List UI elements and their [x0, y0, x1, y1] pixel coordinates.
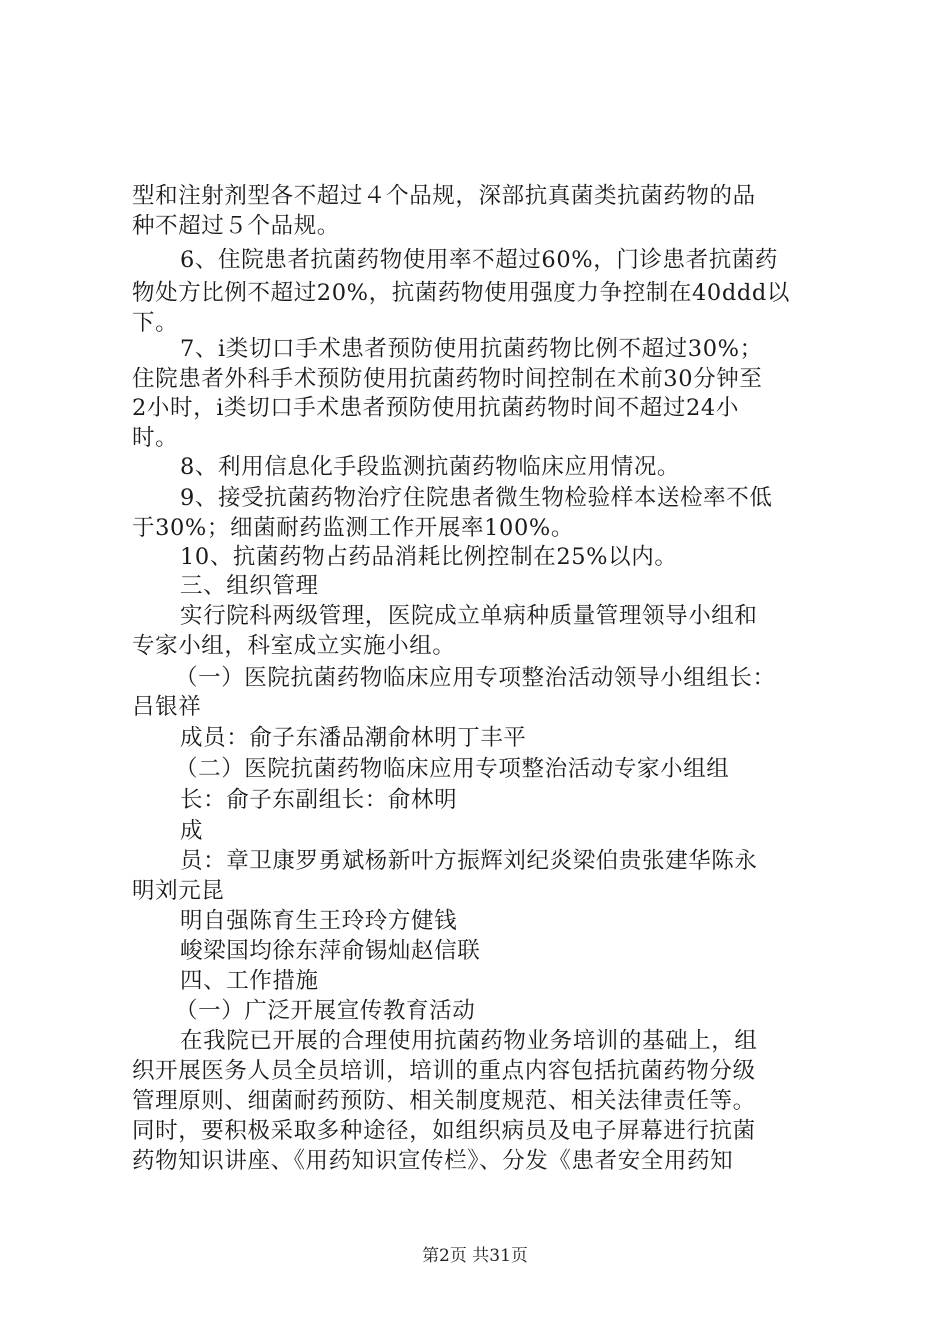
text-line: 在我院已开展的合理使用抗菌药物业务培训的基础上，组: [180, 1028, 758, 1054]
section-heading: 三、组织管理: [180, 573, 319, 599]
text-line: 种不超过５个品规。: [132, 213, 340, 239]
text-line: 实行院科两级管理，医院成立单病种质量管理领导小组和: [180, 603, 758, 629]
text-line: 成: [180, 818, 204, 844]
text-line: 药物知识讲座、《用药知识宣传栏》、分发《患者安全用药知: [132, 1148, 734, 1174]
text-line: 物处方比例不超过20%，抗菌药物使用强度力争控制在40ddd以: [132, 280, 790, 306]
text-line: 7、i类切口手术患者预防使用抗菌药物比例不超过30%；: [180, 336, 763, 362]
text-line: 明刘元昆: [132, 878, 225, 904]
text-line: 时。: [132, 425, 179, 451]
text-line: 管理原则、细菌耐药预防、相关制度规范、相关法律责任等。: [132, 1088, 756, 1114]
subsection-heading: （一）广泛开展宣传教育活动: [175, 998, 476, 1024]
text-line: 6、住院患者抗菌药物使用率不超过60%，门诊患者抗菌药: [180, 247, 779, 273]
text-line: 下。: [132, 310, 179, 336]
text-line: 吕银祥: [132, 694, 202, 720]
page-number-footer: 第2页 共31页: [422, 1246, 528, 1266]
text-line: 2小时，i类切口手术患者预防使用抗菌药物时间不超过24小: [132, 395, 739, 421]
text-line: 住院患者外科手术预防使用抗菌药物时间控制在术前30分钟至: [132, 366, 763, 392]
text-line: 织开展医务人员全员培训，培训的重点内容包括抗菌药物分级: [132, 1058, 756, 1084]
text-line: （二）医院抗菌药物临床应用专项整治活动专家小组组: [175, 756, 730, 782]
text-line: 10、抗菌药物占药品消耗比例控制在25%以内。: [180, 544, 678, 570]
text-line: 明自强陈育生王玲玲方健钱: [180, 908, 458, 934]
text-line: 专家小组，科室成立实施小组。: [132, 633, 456, 659]
text-line: 峻梁国均徐东萍俞锡灿赵信联: [180, 938, 481, 964]
text-line: 9、接受抗菌药物治疗住院患者微生物检验样本送检率不低: [180, 485, 773, 511]
text-line: 8、利用信息化手段监测抗菌药物临床应用情况。: [180, 454, 681, 480]
section-heading: 四、工作措施: [180, 968, 319, 994]
text-line: 长：俞子东副组长：俞林明: [180, 787, 458, 813]
text-line: 员：章卫康罗勇斌杨新叶方振辉刘纪炎梁伯贵张建华陈永: [180, 848, 758, 874]
text-line: （一）医院抗菌药物临床应用专项整治活动领导小组组长：: [175, 665, 776, 691]
text-line: 成员：俞子东潘品潮俞林明丁丰平: [180, 725, 527, 751]
text-line: 型和注射剂型各不超过４个品规，深部抗真菌类抗菌药物的品: [132, 183, 756, 209]
text-line: 同时，要积极采取多种途径，如组织病员及电子屏幕进行抗菌: [132, 1118, 756, 1144]
text-line: 于30%；细菌耐药监测工作开展率100%。: [132, 515, 574, 541]
